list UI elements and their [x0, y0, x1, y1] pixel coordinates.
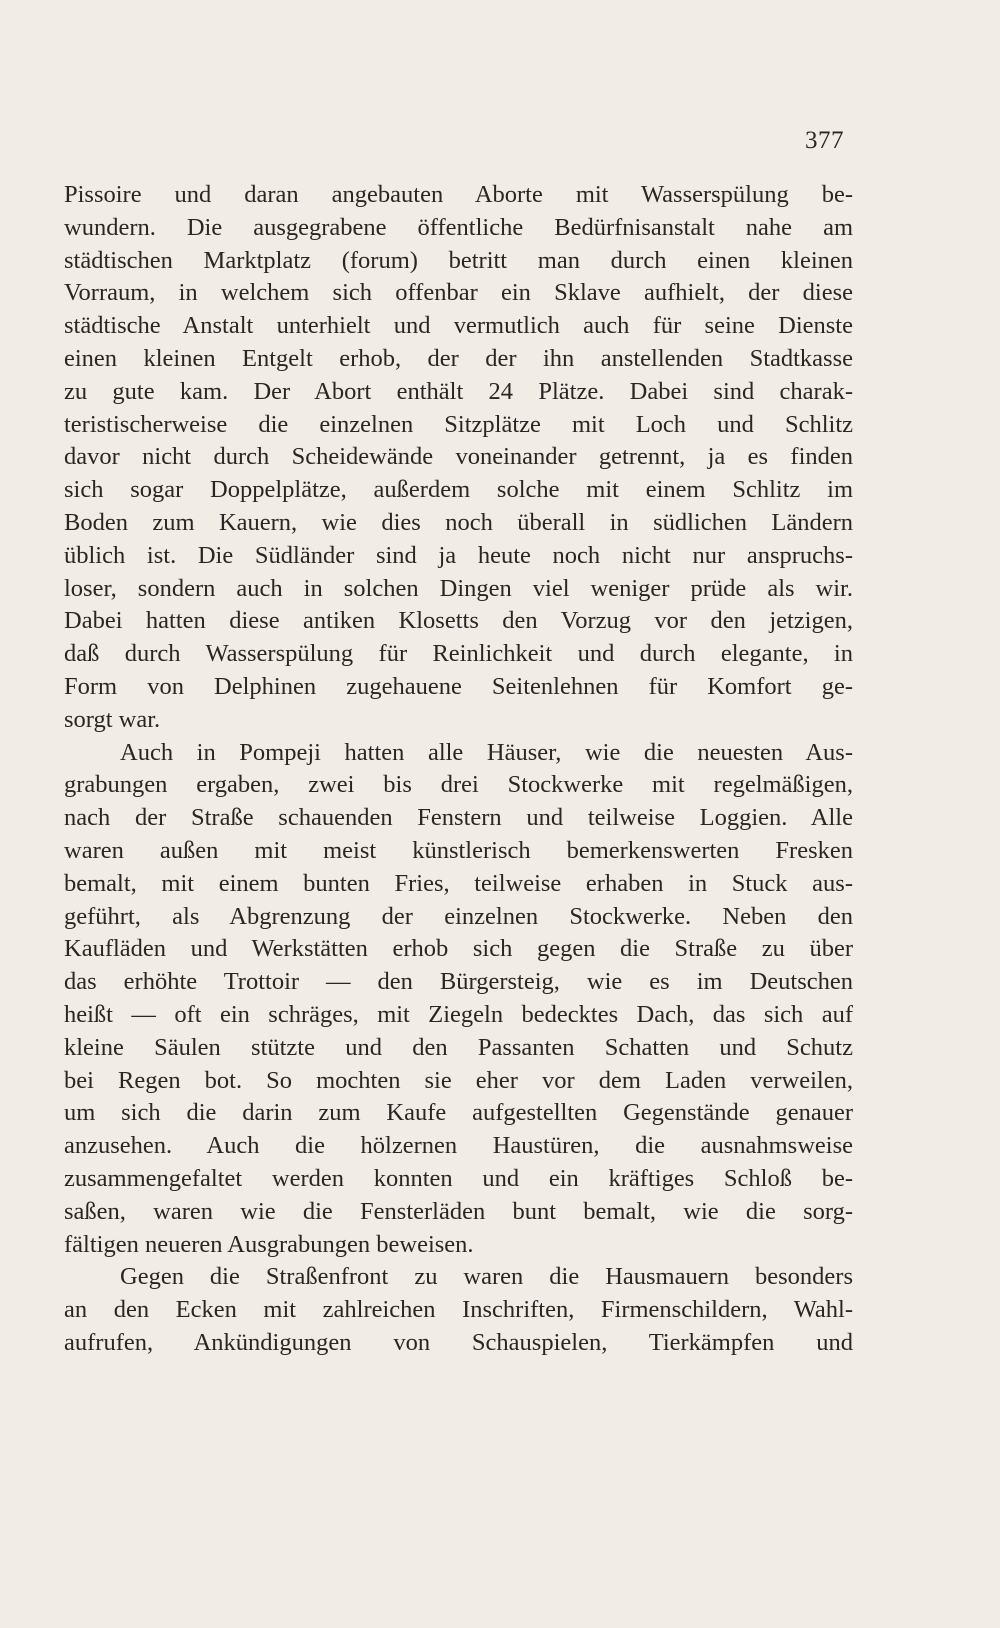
text-line: zusammengefaltet werden konnten und ein kräftiges Schloß be-: [64, 1164, 853, 1192]
text-line: heißt — oft ein schräges, mit Ziegeln bedecktes Dach, das sich auf: [64, 1000, 853, 1028]
text-line: teristischerweise die einzelnen Sitzplätze mit Loch und Schlitz: [64, 410, 853, 438]
text-line: bemalt, mit einem bunten Fries, teilweise erhaben in Stuck aus-: [64, 869, 853, 897]
page-number: 377: [805, 127, 844, 154]
text-line: waren außen mit meist künstlerisch bemerkenswerten Fresken: [64, 836, 853, 864]
text-line: fältigen neueren Ausgrabungen beweisen.: [64, 1230, 474, 1258]
text-line: loser, sondern auch in solchen Dingen viel weniger prüde als wir.: [64, 574, 853, 602]
body-text: [64, 179, 853, 1360]
text-line: Boden zum Kauern, wie dies noch überall in südlichen Ländern: [64, 508, 853, 536]
text-line: üblich ist. Die Südländer sind ja heute noch nicht nur anspruchs-: [64, 541, 853, 569]
text-line: städtischen Marktplatz (forum) betritt man durch einen kleinen: [64, 246, 853, 274]
text-line: Form von Delphinen zugehauene Seitenlehnen für Komfort ge-: [64, 672, 853, 700]
text-line: aufrufen, Ankündigungen von Schauspielen, Tierkämpfen und: [64, 1328, 853, 1356]
text-line: an den Ecken mit zahlreichen Inschriften, Firmenschildern, Wahl-: [64, 1296, 853, 1324]
text-line: wundern. Die ausgegrabene öffentliche Bedürfnisanstalt nahe am: [64, 213, 853, 241]
text-line: Auch in Pompeji hatten alle Häuser, wie die neuesten Aus-: [120, 738, 853, 766]
text-line: um sich die darin zum Kaufe aufgestellten Gegenstände genauer: [64, 1099, 853, 1127]
text-line: nach der Straße schauenden Fenstern und teilweise Loggien. Alle: [64, 804, 853, 832]
paragraph-3: [64, 1261, 853, 1359]
text-line: grabungen ergaben, zwei bis drei Stockwerke mit regelmäßigen,: [64, 771, 853, 799]
paragraph-2: [64, 737, 853, 1262]
text-line: Gegen die Straßenfront zu waren die Hausmauern besonders: [120, 1263, 853, 1291]
text-line: Vorraum, in welchem sich offenbar ein Sklave aufhielt, der diese: [64, 279, 853, 307]
text-line: kleine Säulen stützte und den Passanten Schatten und Schutz: [64, 1033, 853, 1061]
text-line: geführt, als Abgrenzung der einzelnen Stockwerke. Neben den: [64, 902, 853, 930]
text-line: sich sogar Doppelplätze, außerdem solche mit einem Schlitz im: [64, 476, 853, 504]
text-line: städtische Anstalt unterhielt und vermutlich auch für seine Dienste: [64, 312, 853, 340]
text-line: Kaufläden und Werkstätten erhob sich gegen die Straße zu über: [64, 935, 853, 963]
text-line: Dabei hatten diese antiken Klosetts den Vorzug vor den jetzigen,: [64, 607, 853, 635]
text-line: Pissoire und daran angebauten Aborte mit Wasserspülung be-: [64, 181, 853, 208]
paragraph-1: [64, 179, 853, 737]
text-line: einen kleinen Entgelt erhob, der der ihn anstellenden Stadtkasse: [64, 344, 853, 372]
text-line: zu gute kam. Der Abort enthält 24 Plätze. Dabei sind charak-: [64, 377, 853, 405]
text-line: sorgt war.: [64, 705, 161, 733]
text-line: saßen, waren wie die Fensterläden bunt bemalt, wie die sorg-: [64, 1197, 853, 1225]
text-line: daß durch Wasserspülung für Reinlichkeit und durch elegante, in: [64, 640, 853, 668]
text-line: das erhöhte Trottoir — den Bürgersteig, wie es im Deutschen: [64, 968, 853, 996]
text-line: anzusehen. Auch die hölzernen Haustüren, die ausnahmsweise: [64, 1132, 853, 1160]
text-line: davor nicht durch Scheidewände voneinander getrennt, ja es finden: [64, 443, 853, 471]
text-line: bei Regen bot. So mochten sie eher vor dem Laden verweilen,: [64, 1066, 853, 1094]
